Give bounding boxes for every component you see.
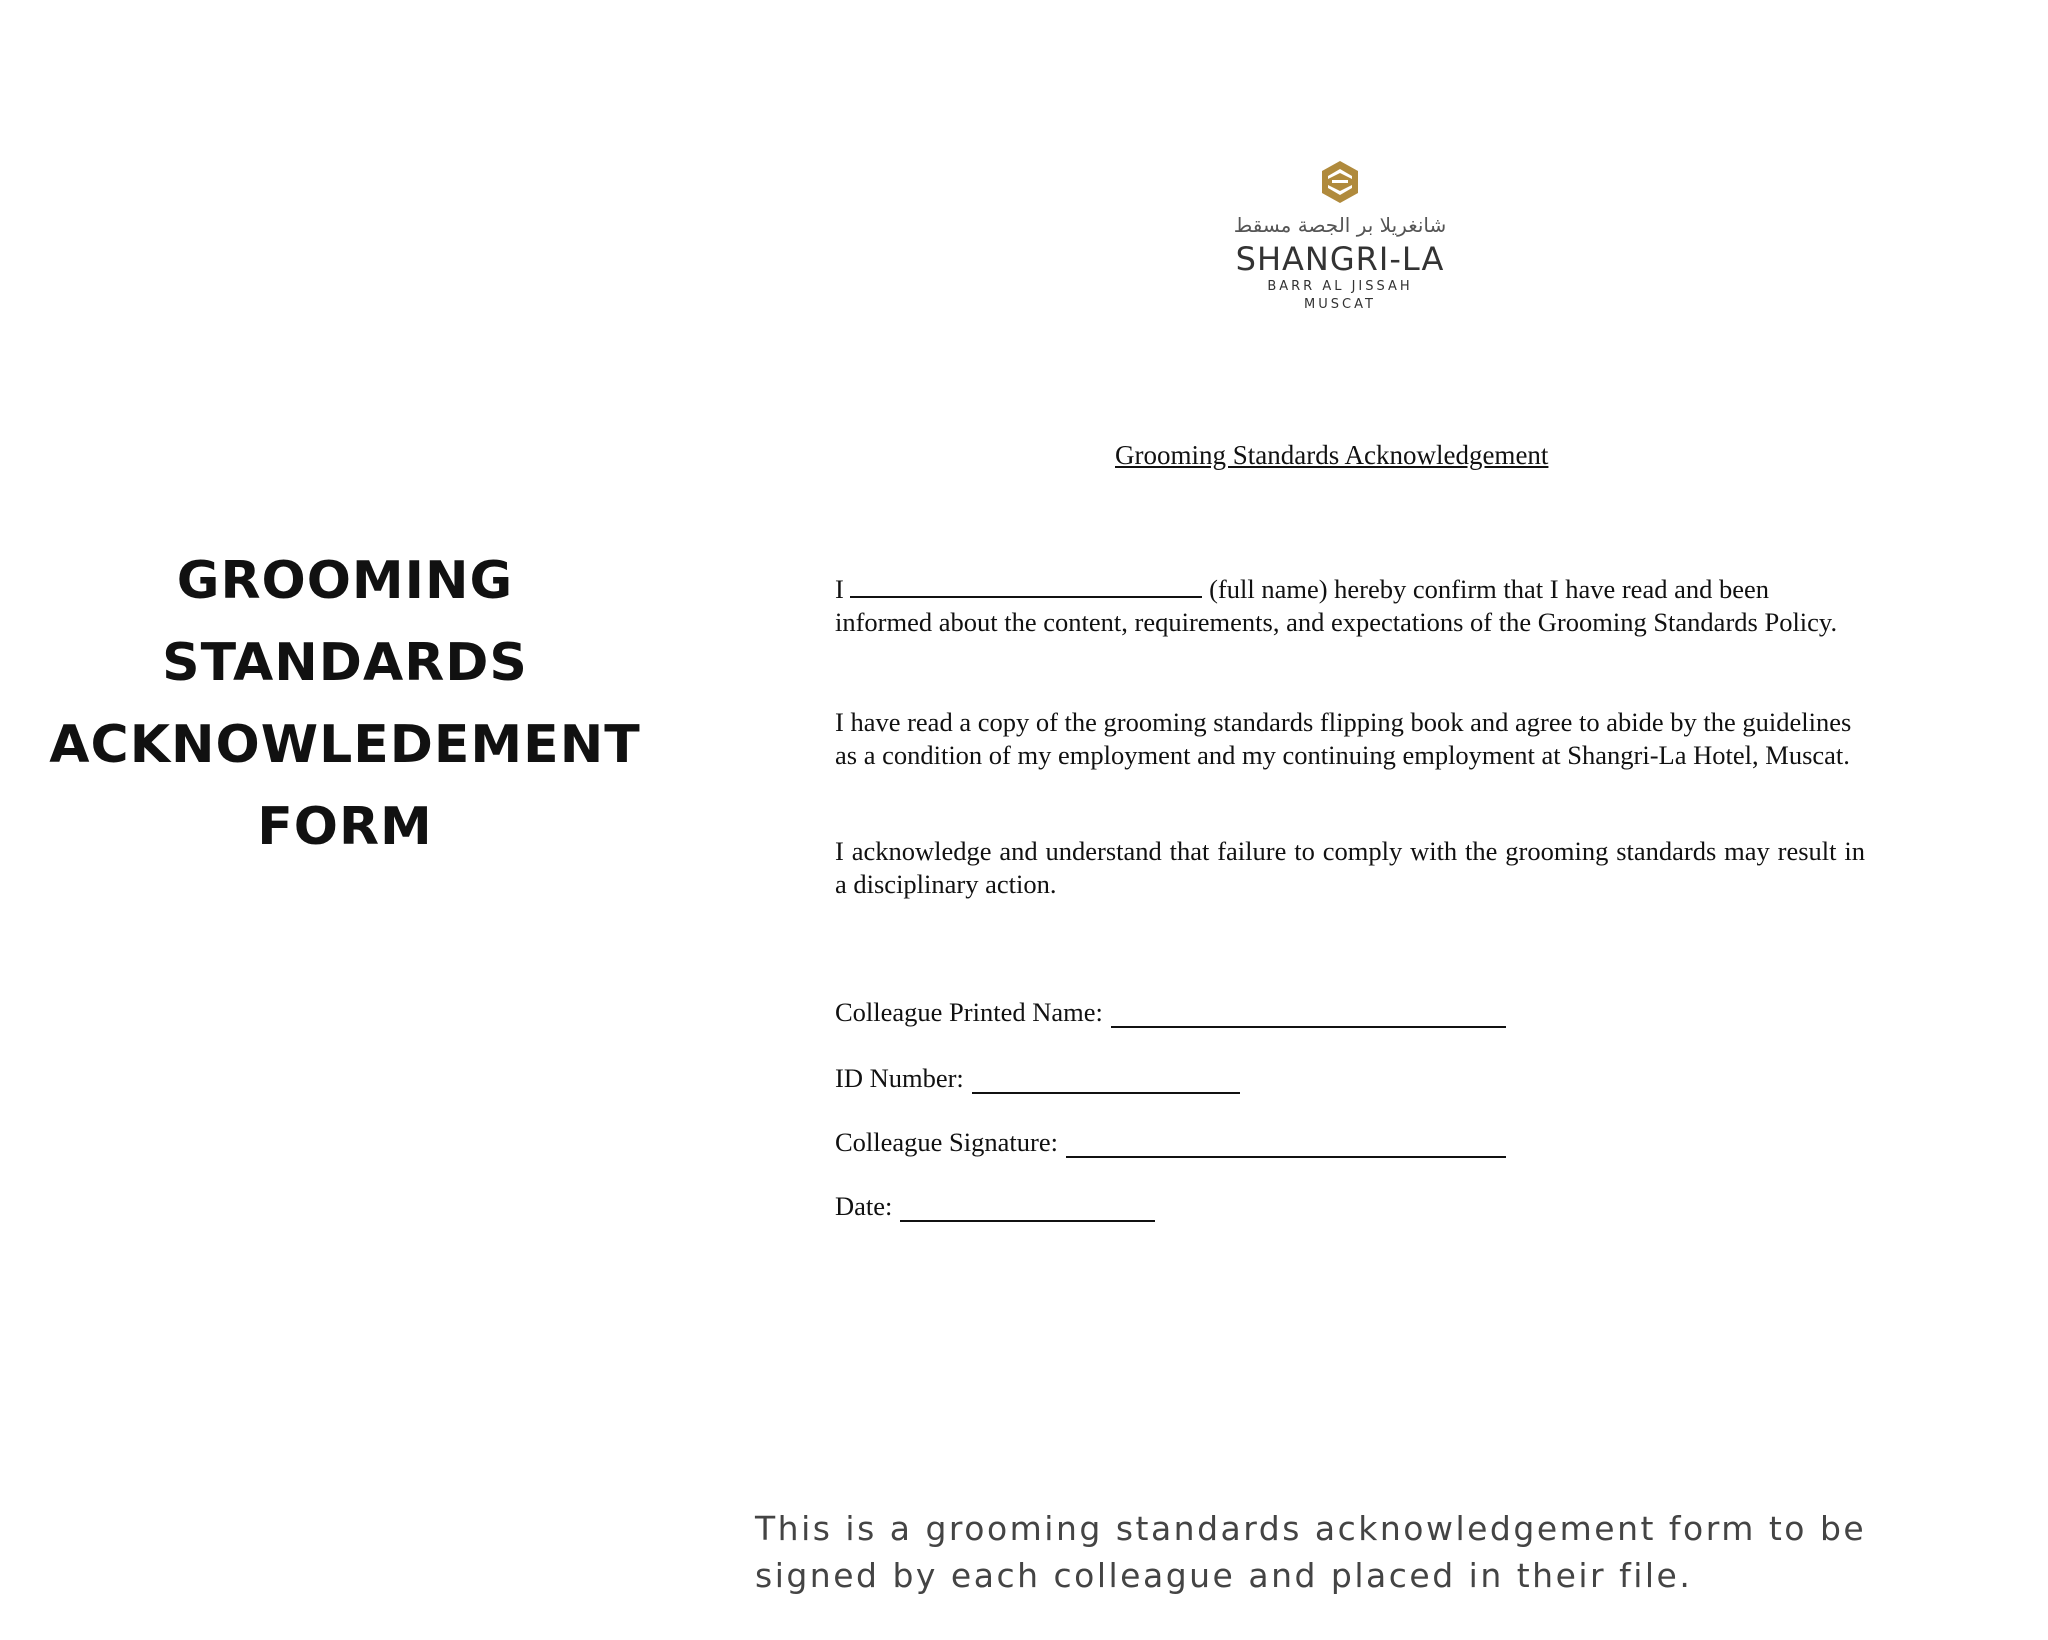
signature-field [835, 1127, 1506, 1158]
heading-line-3: ACKNOWLEDEMENT [49, 715, 641, 775]
logo-brand-name: SHANGRI-LA [1235, 240, 1445, 278]
signature-line[interactable] [1066, 1132, 1506, 1158]
date-label: Date: [835, 1191, 893, 1221]
description-caption: This is a grooming standards acknowledgement form to be signed by each colleague and placed in their file. [755, 1509, 1867, 1595]
date-field [835, 1191, 1155, 1222]
paragraph-agreement: I have read a copy of the grooming standards flipping book and agree to abide by the guidelines as a condition of my employment and my continuing employment at Shangri-La Hotel, Muscat. [835, 707, 1852, 770]
id-number-line[interactable] [972, 1068, 1240, 1094]
signature-label: Colleague Signature: [835, 1127, 1058, 1157]
logo-subtitle-city: MUSCAT [1304, 297, 1376, 312]
printed-name-label: Colleague Printed Name: [835, 997, 1103, 1027]
heading-line-2: STANDARDS [162, 633, 528, 693]
id-number-label: ID Number: [835, 1063, 964, 1093]
id-number-field [835, 1063, 1240, 1094]
shangri-la-emblem-icon [1320, 160, 1360, 204]
page-heading [40, 540, 650, 868]
paragraph-disciplinary: I acknowledge and understand that failure to comply with the grooming standards may result in a disciplinary action. [835, 836, 1865, 899]
heading-line-1: GROOMING [176, 551, 514, 611]
date-line[interactable] [900, 1196, 1155, 1222]
logo-subtitle-location: BARR AL JISSAH [1267, 279, 1413, 294]
hotel-logo [1220, 160, 1460, 314]
printed-name-line[interactable] [1111, 1002, 1506, 1028]
paragraph-confirmation-text: (full name) hereby confirm that I have read and been informed about the content, requirements, and expectations of the Grooming Standards Policy. [835, 574, 1838, 637]
heading-line-4: FORM [257, 797, 433, 857]
paragraph-prefix: I [835, 574, 844, 604]
document-title: Grooming Standards Acknowledgement [1115, 440, 1549, 470]
full-name-blank[interactable] [850, 574, 1202, 598]
printed-name-field [835, 997, 1506, 1028]
paragraph-confirmation [835, 573, 1865, 639]
logo-arabic-text: شانغريلا بر الجصة مسقط [1233, 213, 1447, 237]
